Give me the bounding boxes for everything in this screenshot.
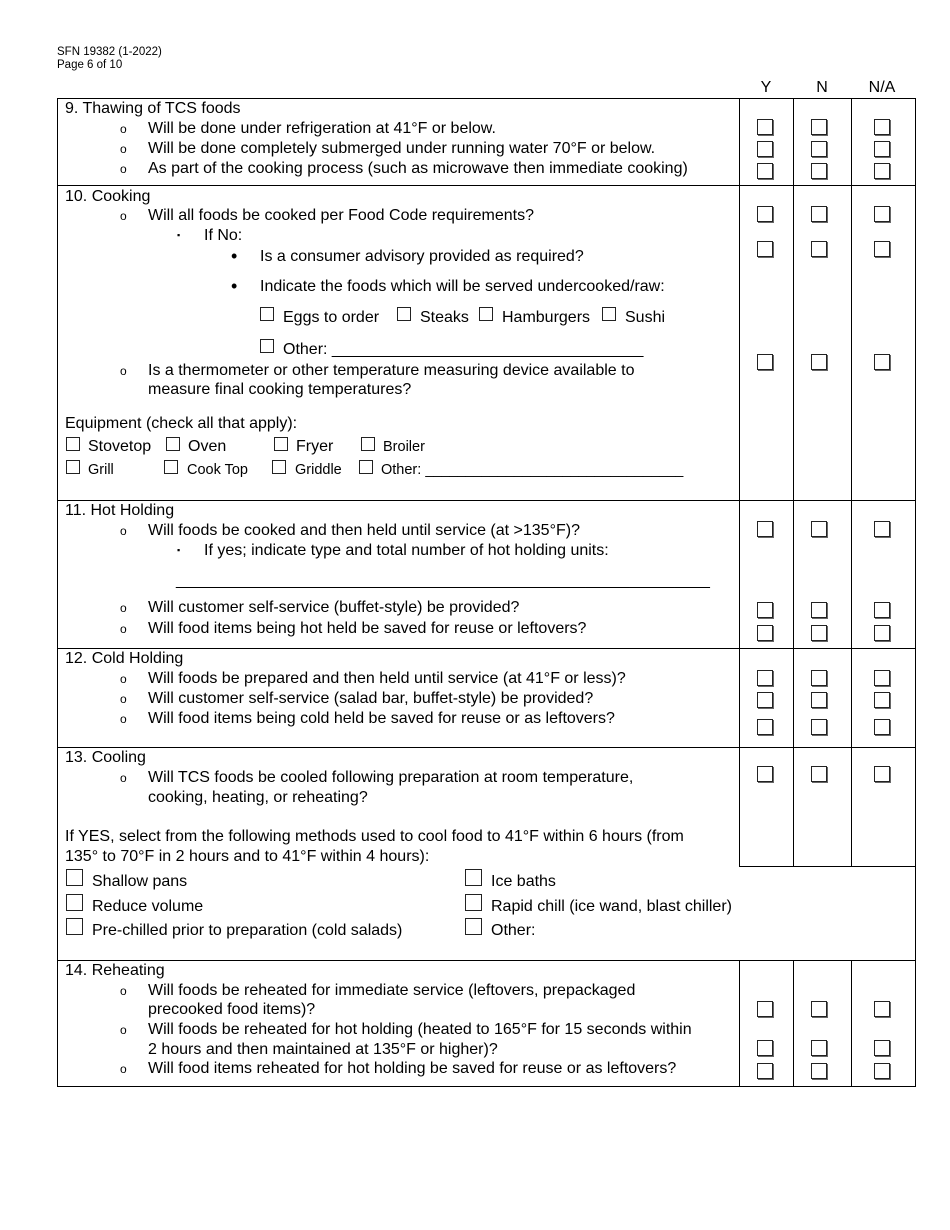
ice-baths-checkbox[interactable] [465, 869, 482, 886]
s11-if-yes: If yes; indicate type and total number of hot holding units: [204, 542, 609, 559]
s10-indicate: Indicate the foods which will be served undercooked/raw: [260, 278, 665, 295]
s10-thermo-line2: measure final cooking temperatures? [148, 381, 412, 398]
bullet-circle: o [120, 771, 127, 785]
s12-q3-yes-checkbox[interactable] [757, 719, 773, 735]
section-10-title: 10. Cooking [65, 188, 151, 205]
s12-q2-no-checkbox[interactable] [811, 692, 827, 708]
bullet-circle: o [120, 601, 127, 615]
s13-q1-na-checkbox[interactable] [874, 766, 890, 782]
s14-q1-line1: Will foods be reheated for immediate service (leftovers, prepackaged [148, 982, 636, 999]
food-sushi: Sushi [625, 309, 666, 326]
griddle-checkbox[interactable] [272, 460, 286, 474]
steaks-checkbox[interactable] [397, 307, 411, 321]
section-13-title: 13. Cooling [65, 749, 146, 766]
s14-q2-line1: Will foods be reheated for hot holding (heated to 165°F for 15 seconds within [148, 1021, 692, 1038]
equip-stovetop: Stovetop [88, 438, 152, 455]
s12-q3-no-checkbox[interactable] [811, 719, 827, 735]
s11-q2-no-checkbox[interactable] [811, 602, 827, 618]
s11-q2-yes-checkbox[interactable] [757, 602, 773, 618]
s14-q3-yes-checkbox[interactable] [757, 1063, 773, 1079]
equip-fryer: Fryer [296, 438, 334, 455]
grill-checkbox[interactable] [66, 460, 80, 474]
s9-q3-yes-checkbox[interactable] [757, 163, 773, 179]
s10-q1-no-checkbox[interactable] [811, 206, 827, 222]
s11-q3-no-checkbox[interactable] [811, 625, 827, 641]
s14-q1-line2: precooked food items)? [148, 1001, 316, 1018]
food-steaks: Steaks [420, 309, 469, 326]
pre-chilled-checkbox[interactable] [66, 918, 83, 935]
bullet-square: ▪ [177, 230, 181, 240]
s9-item-3: As part of the cooking process (such as microwave then immediate cooking) [148, 160, 688, 177]
fryer-checkbox[interactable] [274, 437, 288, 451]
method-ice-baths: Ice baths [491, 873, 556, 890]
stovetop-checkbox[interactable] [66, 437, 80, 451]
equip-cook-top: Cook Top [187, 462, 248, 478]
food-eggs: Eggs to order [283, 309, 380, 326]
s9-q1-no-checkbox[interactable] [811, 119, 827, 135]
other-method-checkbox[interactable] [465, 918, 482, 935]
s12-item-2: Will customer self-service (salad bar, buffet-style) be provided? [148, 690, 594, 707]
bullet-circle: o [120, 162, 127, 176]
s9-q3-na-checkbox[interactable] [874, 163, 890, 179]
bullet-circle: o [120, 142, 127, 156]
eggs-checkbox[interactable] [260, 307, 274, 321]
s14-q3: Will food items reheated for hot holding be saved for reuse or as leftovers? [148, 1060, 677, 1077]
shallow-pans-checkbox[interactable] [66, 869, 83, 886]
s14-q2-line2: 2 hours and then maintained at 135°F or higher)? [148, 1041, 498, 1058]
bullet-circle: o [120, 622, 127, 636]
s14-q1-na-checkbox[interactable] [874, 1001, 890, 1017]
s10-q1-na-checkbox[interactable] [874, 206, 890, 222]
bullet-circle: o [120, 1062, 127, 1076]
s11-q3-na-checkbox[interactable] [874, 625, 890, 641]
s10-consumer-advisory: Is a consumer advisory provided as required? [260, 248, 584, 265]
s9-q2-no-checkbox[interactable] [811, 141, 827, 157]
oven-checkbox[interactable] [166, 437, 180, 451]
s11-q1: Will foods be cooked and then held until service (at >135°F)? [148, 522, 580, 539]
column-no-header: N [816, 79, 828, 96]
s10-thermo-line1: Is a thermometer or other temperature measuring device available to [148, 362, 635, 379]
s9-q1-na-checkbox[interactable] [874, 119, 890, 135]
rapid-chill-checkbox[interactable] [465, 894, 482, 911]
s10-advisory-na-checkbox[interactable] [874, 241, 890, 257]
section-12-title: 12. Cold Holding [65, 650, 184, 667]
bullet-circle: o [120, 1023, 127, 1037]
bullet-circle: o [120, 524, 127, 538]
other-food-checkbox[interactable] [260, 339, 274, 353]
s13-note-line2: 135° to 70°F in 2 hours and to 41°F within 4 hours): [65, 848, 430, 865]
s10-thermo-yes-checkbox[interactable] [757, 354, 773, 370]
cook-top-checkbox[interactable] [164, 460, 178, 474]
equip-griddle: Griddle [295, 462, 342, 478]
s14-q3-na-checkbox[interactable] [874, 1063, 890, 1079]
column-yes-header: Y [760, 79, 772, 96]
page-number: Page 6 of 10 [57, 59, 123, 71]
section-14-title: 14. Reheating [65, 962, 165, 979]
s12-item-1: Will foods be prepared and then held until service (at 41°F or less)? [148, 670, 626, 687]
bullet-circle: o [120, 984, 127, 998]
s13-q1-no-checkbox[interactable] [811, 766, 827, 782]
s14-q2-no-checkbox[interactable] [811, 1040, 827, 1056]
section-9-title: 9. Thawing of TCS foods [65, 100, 241, 117]
s11-q1-no-checkbox[interactable] [811, 521, 827, 537]
other-equip-checkbox[interactable] [359, 460, 373, 474]
food-hamburgers: Hamburgers [502, 309, 591, 326]
s11-q2: Will customer self-service (buffet-style) be provided? [148, 599, 520, 616]
equipment-label: Equipment (check all that apply): [65, 415, 298, 432]
hot-holding-units-field[interactable]: ____________________________________________________________ [176, 572, 710, 589]
bullet-circle: o [120, 122, 127, 136]
s10-q1: Will all foods be cooked per Food Code requirements? [148, 207, 534, 224]
section-11-title: 11. Hot Holding [65, 502, 175, 519]
bullet-dot: • [231, 276, 238, 296]
s10-if-no: If No: [204, 227, 243, 244]
s12-q1-no-checkbox[interactable] [811, 670, 827, 686]
s13-note-line1: If YES, select from the following methods used to cool food to 41°F within 6 hours (from [65, 828, 684, 845]
reduce-volume-checkbox[interactable] [66, 894, 83, 911]
s9-q2-yes-checkbox[interactable] [757, 141, 773, 157]
bullet-circle: o [120, 692, 127, 706]
s11-q3-yes-checkbox[interactable] [757, 625, 773, 641]
bullet-dot: • [231, 246, 238, 266]
s12-item-3: Will food items being cold held be saved for reuse or as leftovers? [148, 710, 615, 727]
s10-thermo-no-checkbox[interactable] [811, 354, 827, 370]
s14-q1-yes-checkbox[interactable] [757, 1001, 773, 1017]
method-reduce-volume: Reduce volume [92, 898, 204, 915]
s12-q1-yes-checkbox[interactable] [757, 670, 773, 686]
sushi-checkbox[interactable] [602, 307, 616, 321]
s9-q3-no-checkbox[interactable] [811, 163, 827, 179]
equip-broiler: Broiler [383, 439, 425, 455]
s14-q2-yes-checkbox[interactable] [757, 1040, 773, 1056]
s12-q1-na-checkbox[interactable] [874, 670, 890, 686]
hamburgers-checkbox[interactable] [479, 307, 493, 321]
bullet-circle: o [120, 712, 127, 726]
bullet-square: ▪ [177, 545, 181, 555]
method-other: Other: [491, 922, 536, 939]
s14-q1-no-checkbox[interactable] [811, 1001, 827, 1017]
s11-q1-na-checkbox[interactable] [874, 521, 890, 537]
s12-q3-na-checkbox[interactable] [874, 719, 890, 735]
s13-q1-line1: Will TCS foods be cooled following preparation at room temperature, [148, 769, 634, 786]
s14-q2-na-checkbox[interactable] [874, 1040, 890, 1056]
s12-q2-yes-checkbox[interactable] [757, 692, 773, 708]
s14-q3-no-checkbox[interactable] [811, 1063, 827, 1079]
s13-q1-yes-checkbox[interactable] [757, 766, 773, 782]
s9-item-1: Will be done under refrigeration at 41°F or below. [148, 120, 496, 137]
s10-thermo-na-checkbox[interactable] [874, 354, 890, 370]
equip-grill: Grill [88, 462, 114, 478]
bullet-circle: o [120, 209, 127, 223]
bullet-circle: o [120, 672, 127, 686]
s10-advisory-yes-checkbox[interactable] [757, 241, 773, 257]
s9-q1-yes-checkbox[interactable] [757, 119, 773, 135]
s11-q1-yes-checkbox[interactable] [757, 521, 773, 537]
other-food-field[interactable]: Other: ___________________________________ [283, 341, 644, 358]
bullet-circle: o [120, 364, 127, 378]
s12-q2-na-checkbox[interactable] [874, 692, 890, 708]
s11-q2-na-checkbox[interactable] [874, 602, 890, 618]
column-na-header: N/A [868, 79, 896, 96]
equip-other-field[interactable]: Other: ________________________________ [381, 462, 684, 478]
s9-q2-na-checkbox[interactable] [874, 141, 890, 157]
equip-oven: Oven [188, 438, 227, 455]
form-id: SFN 19382 (1-2022) [57, 46, 162, 58]
method-rapid-chill: Rapid chill (ice wand, blast chiller) [491, 898, 732, 915]
s10-advisory-no-checkbox[interactable] [811, 241, 827, 257]
method-shallow-pans: Shallow pans [92, 873, 188, 890]
broiler-checkbox[interactable] [361, 437, 375, 451]
s13-q1-line2: cooking, heating, or reheating? [148, 789, 368, 806]
s10-q1-yes-checkbox[interactable] [757, 206, 773, 222]
method-pre-chilled: Pre-chilled prior to preparation (cold salads) [92, 922, 403, 939]
s11-q3: Will food items being hot held be saved for reuse or leftovers? [148, 620, 587, 637]
s9-item-2: Will be done completely submerged under running water 70°F or below. [148, 140, 656, 157]
